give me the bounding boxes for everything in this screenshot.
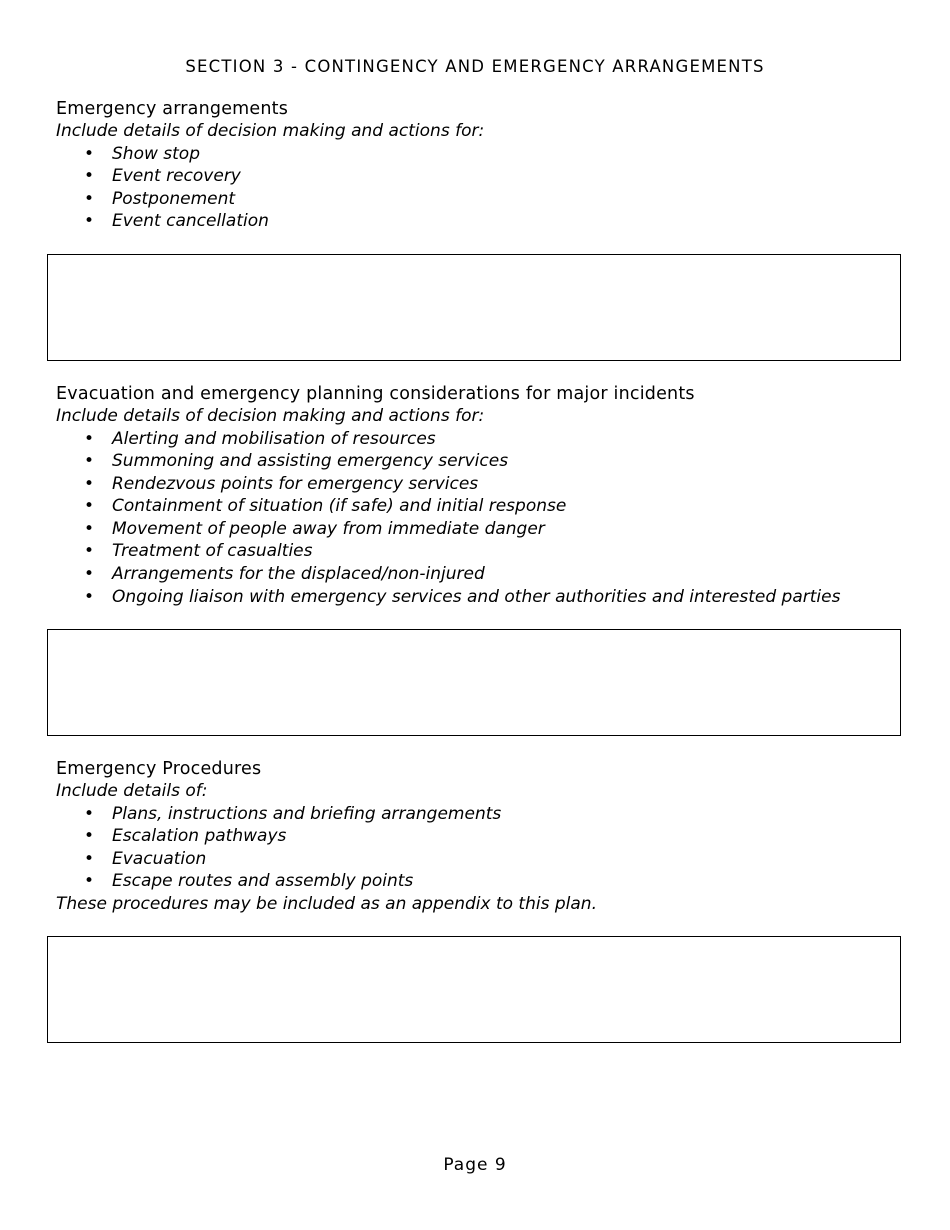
list-item: • Containment of situation (if safe) and initial response <box>56 495 916 518</box>
evacuation-planning-answer-box[interactable] <box>47 629 901 736</box>
bullet-list <box>56 143 916 233</box>
section-emergency-arrangements <box>56 98 916 233</box>
list-item: • Movement of people away from immediate danger <box>56 518 916 541</box>
list-item: • Event cancellation <box>56 210 916 233</box>
list-item: • Treatment of casualties <box>56 540 916 563</box>
section-evacuation-planning <box>56 383 916 608</box>
section-heading: Emergency Procedures <box>56 759 262 779</box>
list-item: • Plans, instructions and briefing arrangements <box>56 803 916 826</box>
emergency-arrangements-answer-box[interactable] <box>47 254 901 361</box>
bullet-list <box>56 803 916 893</box>
list-item: • Summoning and assisting emergency services <box>56 450 916 473</box>
section-intro: Include details of: <box>56 781 208 801</box>
page-number: Page 9 <box>443 1155 507 1175</box>
list-item: • Rendezvous points for emergency services <box>56 473 916 496</box>
page-title: SECTION 3 - CONTINGENCY AND EMERGENCY ARRANGEMENTS <box>185 57 765 76</box>
list-item: • Ongoing liaison with emergency services and other authorities and interested parties <box>56 586 916 609</box>
list-item: • Alerting and mobilisation of resources <box>56 428 916 451</box>
list-item: • Escalation pathways <box>56 825 916 848</box>
list-item: • Escape routes and assembly points <box>56 870 916 893</box>
section-note: These procedures may be included as an appendix to this plan. <box>56 893 597 914</box>
list-item: • Show stop <box>56 143 916 166</box>
emergency-procedures-answer-box[interactable] <box>47 936 901 1043</box>
section-emergency-procedures <box>56 758 916 915</box>
section-intro: Include details of decision making and actions for: <box>56 406 485 426</box>
bullet-list <box>56 428 916 609</box>
section-heading: Emergency arrangements <box>56 99 289 119</box>
list-item: • Evacuation <box>56 848 916 871</box>
list-item: • Event recovery <box>56 165 916 188</box>
list-item: • Arrangements for the displaced/non-injured <box>56 563 916 586</box>
list-item: • Postponement <box>56 188 916 211</box>
section-intro: Include details of decision making and actions for: <box>56 121 485 141</box>
section-heading: Evacuation and emergency planning considerations for major incidents <box>56 384 695 404</box>
